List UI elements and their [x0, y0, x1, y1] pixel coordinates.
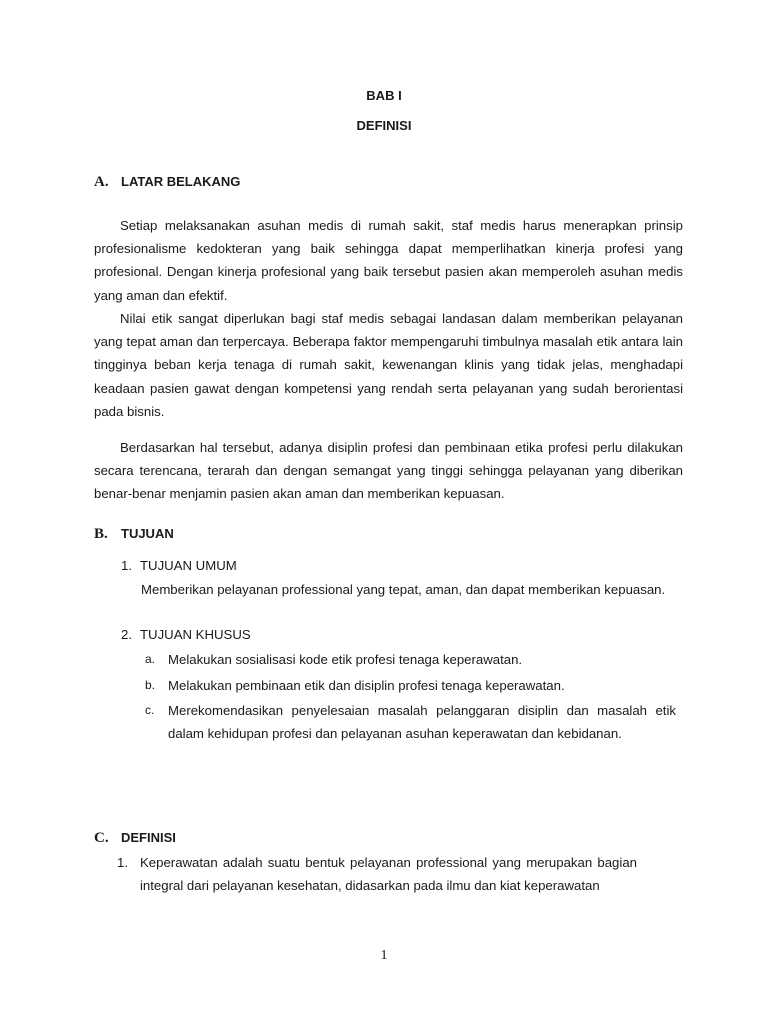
section-a-heading [94, 174, 240, 191]
goal-item-1-body: Memberikan pelayanan professional yang tepat, aman, dan dapat memberikan kepuasan. [141, 582, 666, 597]
section-letter: B. [94, 526, 108, 542]
specific-goal-b [145, 674, 676, 697]
section-title: TUJUAN [121, 526, 174, 541]
item-number: 2. [121, 627, 132, 642]
item-text: Melakukan pembinaan etik dan disiplin profesi tenaga keperawatan. [168, 678, 565, 693]
paragraph-1 [94, 214, 683, 307]
item-number: 1. [117, 855, 128, 870]
item-number: 1. [121, 558, 132, 573]
paragraph-text: Nilai etik sangat diperlukan bagi staf medis sebagai landasan dalam memberikan pelayanan yang tepat aman dan terpercaya. Beberapa faktor mempengaruhi timbulnya masalah etik antara lain tingginya beban kerja tenaga di rumah sakit, kewenangan klinis yang tidak jelas, menghadapi keadaan pasien gawat dengan kompetensi yang rendah serta pelayanan yang sudah berorientasi pada bisnis. [94, 311, 683, 419]
item-text: Melakukan sosialisasi kode etik profesi tenaga keperawatan. [168, 652, 523, 667]
item-text: Merekomendasikan penyelesaian masalah pelanggaran disiplin dan masalah etik dalam kehidupan profesi dan pelayanan asuhan keperawatan dan kebidanan. [168, 703, 676, 742]
section-title: DEFINISI [121, 830, 176, 845]
goal-item-2-heading [121, 627, 251, 642]
section-title: LATAR BELAKANG [121, 174, 241, 189]
goal-item-1-heading [121, 558, 237, 573]
paragraph-text: Setiap melaksanakan asuhan medis di rumah sakit, staf medis harus menerapkan prinsip profesionalisme kedokteran yang baik sehingga dapat memperlihatkan kinerja profesi yang profesional. Dengan kinerja profesional yang baik tersebut pasien akan memperoleh asuhan medis yang aman dan efektif. [94, 218, 683, 303]
item-letter: c. [145, 703, 155, 717]
chapter-heading: BAB I [366, 88, 402, 103]
item-letter: b. [145, 678, 156, 692]
item-title: TUJUAN UMUM [140, 558, 237, 573]
item-letter: a. [145, 652, 156, 666]
specific-goal-a [145, 648, 676, 671]
chapter-title: DEFINISI [356, 118, 412, 133]
paragraph-text: Berdasarkan hal tersebut, adanya disiplin profesi dan pembinaan etika profesi perlu dilakukan secara terencana, terarah dan dengan semangat yang tinggi sehingga pelayanan yang diberikan benar-benar menjamin pasien akan aman dan memberikan kepuasan. [94, 440, 683, 502]
section-letter: C. [94, 830, 109, 846]
section-b-heading [94, 526, 174, 543]
section-letter: A. [94, 174, 109, 190]
item-text: Keperawatan adalah suatu bentuk pelayanan professional yang merupakan bagian integral dari pelayanan kesehatan, didasarkan pada ilmu dan kiat keperawatan [140, 855, 637, 894]
specific-goal-c [145, 699, 676, 745]
definition-item-1 [117, 851, 637, 897]
item-title: TUJUAN KHUSUS [140, 627, 251, 642]
paragraph-3 [94, 436, 683, 506]
section-c-heading [94, 830, 176, 847]
page-number: 1 [380, 948, 388, 963]
paragraph-2 [94, 307, 683, 423]
